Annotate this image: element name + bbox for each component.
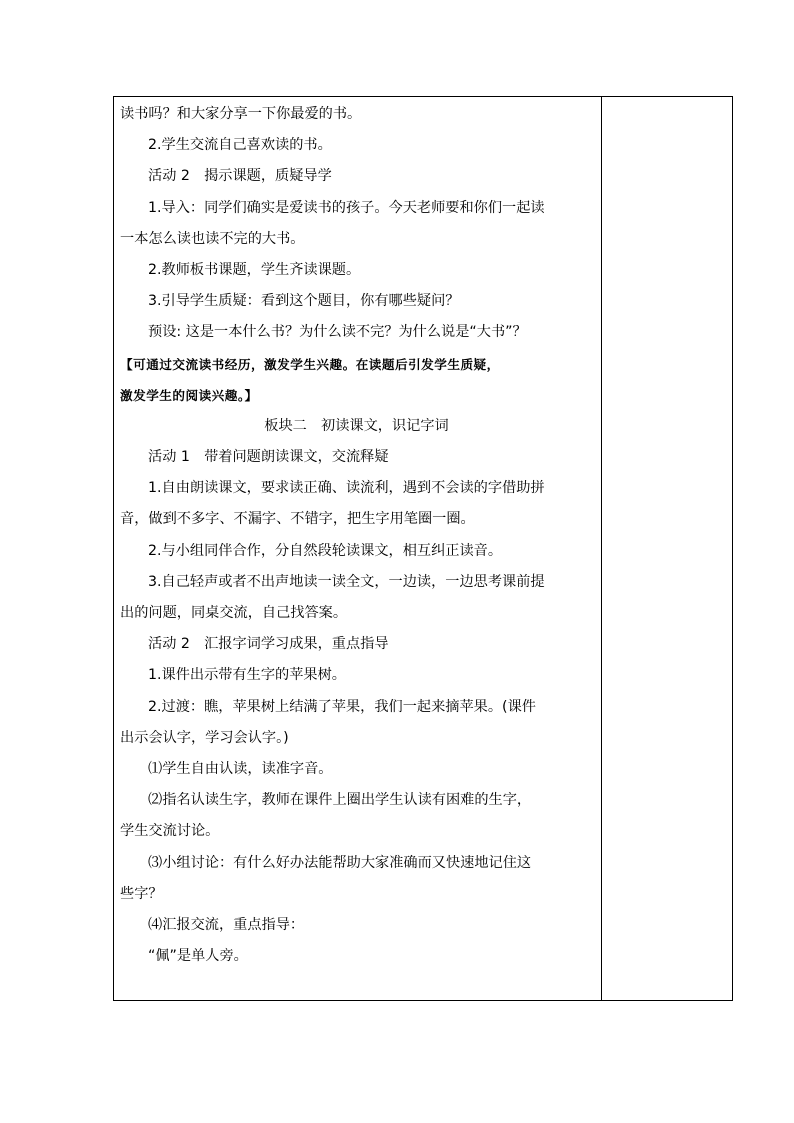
text-line: 3.自己轻声或者不出声地读一读全文，一边读，一边思考课前提 — [148, 573, 545, 590]
design-note: 【可通过交流读书经历，激发学生兴趣。在读题后引发学生质疑， — [120, 356, 500, 372]
lesson-content-cell — [114, 97, 601, 972]
text-line: 出示会认字，学习会认字。) — [120, 729, 289, 746]
text-line: 一本怎么读也读不完的大书。 — [120, 230, 305, 247]
text-line: 2.教师板书课题，学生齐读课题。 — [148, 261, 361, 278]
text-line: 些字？ — [120, 885, 163, 902]
text-line: ⑴学生自由认读，读准字音。 — [148, 760, 333, 777]
text-line: 2.过渡：瞧，苹果树上结满了苹果，我们一起来摘苹果。(课件 — [148, 698, 536, 715]
text-line: 1.导入：同学们确实是爱读书的孩子。今天老师要和你们一起读 — [148, 199, 545, 216]
text-line: ⑵指名认读生字，教师在课件上圈出学生认读有困难的生字， — [148, 792, 532, 809]
text-line: 预设: 这是一本什么书？为什么读不完？为什么说是“大书”？ — [148, 324, 527, 341]
activity-heading: 活动 2 揭示课题，质疑导学 — [148, 168, 332, 185]
text-line: 2.学生交流自己喜欢读的书。 — [148, 137, 332, 154]
text-line: 出的问题，同桌交流，自己找答案。 — [120, 605, 348, 621]
text-line: 1.自由朗读课文，要求读正确、读流利，遇到不会读的字借助拼 — [148, 480, 545, 497]
section-heading: 板块二 初读课文，识记字词 — [264, 417, 449, 434]
text-line: 1.课件出示带有生字的苹果树。 — [148, 667, 346, 684]
activity-heading: 活动 2 汇报字词学习成果，重点指导 — [148, 636, 389, 653]
text-line: 学生交流讨论。 — [120, 823, 220, 840]
lesson-plan-table — [113, 96, 733, 1001]
text-line: “佩”是单人旁。 — [148, 948, 248, 965]
text-line: ⑶小组讨论：有什么好办法能帮助大家准确而又快速地记住这 — [148, 854, 532, 871]
design-note: 激发学生的阅读兴趣。】 — [120, 387, 258, 403]
text-line: 2.与小组同伴合作，分自然段轮读课文，相互纠正读音。 — [148, 542, 503, 559]
text-line: 音，做到不多字、不漏字、不错字，把生字用笔圈一圈。 — [120, 511, 475, 528]
notes-cell — [602, 97, 732, 1000]
text-line: 读书吗？和大家分享一下你最爱的书。 — [120, 106, 362, 122]
activity-heading: 活动 1 带着问题朗读课文，交流释疑 — [148, 449, 389, 466]
text-line: ⑷汇报交流，重点指导： — [148, 916, 305, 933]
text-line: 3.引导学生质疑：看到这个题目，你有哪些疑问？ — [148, 293, 460, 310]
